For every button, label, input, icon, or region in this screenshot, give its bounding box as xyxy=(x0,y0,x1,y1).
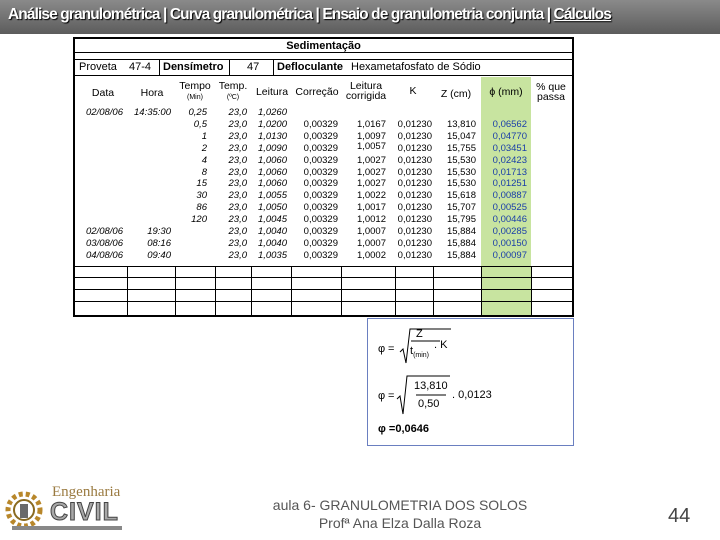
cell-z: 15,707 xyxy=(446,202,476,214)
grid-line xyxy=(75,277,572,278)
header-z: Z (cm) xyxy=(440,88,472,100)
header-leitura-corr-1: Leitura xyxy=(349,80,383,92)
cell-leitura: 1,0050 xyxy=(257,202,287,214)
divider xyxy=(215,266,216,315)
cell-data: 02/08/06 xyxy=(86,107,123,118)
logo-text-engenharia: Engenharia xyxy=(52,484,121,500)
cell-hora: 19:30 xyxy=(147,226,171,237)
header-leitura-corr-2: corrigida xyxy=(345,90,387,102)
cell-phi: 0,00446 xyxy=(492,214,527,226)
header-tempo-unit: (Min) xyxy=(187,94,203,101)
cell-temp: 23,0 xyxy=(228,118,247,130)
logo-text-civil: CIVIL xyxy=(50,498,119,526)
header-leitura-corrigida xyxy=(341,81,391,101)
cell-z: 15,530 xyxy=(446,178,476,190)
formula-equals-2: = xyxy=(388,390,395,402)
defloculante-label: Defloculante xyxy=(277,61,344,73)
cell-phi: 0,04770 xyxy=(492,130,527,142)
formula-equals: = xyxy=(388,343,395,355)
divider xyxy=(433,266,434,315)
cell-leitura: 1,0045 xyxy=(257,214,287,226)
test-info-row xyxy=(75,59,572,76)
formula-phi: φ xyxy=(378,343,386,355)
cell-leitura-corrigida: 1,0027 xyxy=(356,154,386,166)
formula-t xyxy=(410,345,429,359)
title-bar xyxy=(0,0,720,34)
cell-temp: 23,0 xyxy=(228,202,247,214)
cell-correcao: 0,00329 xyxy=(303,166,338,178)
cell-leitura-corrigida: 1,0012 xyxy=(356,214,386,226)
cell-z: 15,884 xyxy=(446,237,476,249)
cell-correcao: 0,00329 xyxy=(303,190,338,202)
cell-phi: 0,00285 xyxy=(492,226,527,237)
cell-temp: 23,0 xyxy=(228,142,247,154)
formula-box xyxy=(367,318,574,446)
cell-correcao: 0,00329 xyxy=(303,118,338,130)
cell-k: 0,01230 xyxy=(397,237,432,249)
divider xyxy=(175,266,176,315)
cell-correcao: 0,00329 xyxy=(303,130,338,142)
footer-line-2: Profª Ana Elza Dalla Roza xyxy=(318,515,482,531)
header-tempo-label: Tempo xyxy=(179,80,211,92)
formula-t-sub: (min) xyxy=(413,352,430,360)
divider xyxy=(159,59,160,76)
cell-tempo: 120 xyxy=(191,214,207,226)
densimetro-value: 47 xyxy=(247,61,260,73)
header-passa-1: % que xyxy=(536,81,566,93)
header-temp-unit: (ºC) xyxy=(226,94,240,101)
cell-leitura: 1,0060 xyxy=(257,154,287,166)
cell-correcao: 0,00329 xyxy=(303,142,338,154)
divider xyxy=(127,266,128,315)
proveta-label: Proveta xyxy=(79,61,117,73)
cell-temp: 23,0 xyxy=(228,214,247,226)
cell-leitura-corrigida: 1,0007 xyxy=(356,237,386,249)
cell-z: 15,795 xyxy=(446,214,476,226)
cell-correcao: 0,00329 xyxy=(303,214,338,226)
cell-tempo: 0,25 xyxy=(188,107,207,118)
cell-data: 04/08/06 xyxy=(86,249,123,261)
cell-correcao: 0,00329 xyxy=(303,226,338,237)
footer xyxy=(250,496,550,532)
cell-leitura-corrigida: 1,0027 xyxy=(356,166,386,178)
cell-k: 0,01230 xyxy=(397,202,432,214)
cell-temp: 23,0 xyxy=(228,190,247,202)
cell-temp: 23,0 xyxy=(228,154,247,166)
cell-temp: 23,0 xyxy=(228,107,247,118)
header-temp xyxy=(215,81,251,103)
header-k: K xyxy=(409,85,417,97)
divider xyxy=(395,266,396,315)
cell-correcao: 0,00329 xyxy=(303,178,338,190)
cell-leitura-corrigida: 1,0097 xyxy=(356,130,386,142)
grid-line xyxy=(75,266,572,267)
cell-temp: 23,0 xyxy=(228,166,247,178)
cell-k: 0,01230 xyxy=(397,249,432,261)
cell-leitura: 1,0130 xyxy=(257,130,287,142)
cell-leitura: 1,0040 xyxy=(257,226,287,237)
cell-phi: 0,00150 xyxy=(492,237,527,249)
header-hora: Hora xyxy=(140,87,164,99)
cell-temp: 23,0 xyxy=(228,130,247,142)
cell-phi: 0,00097 xyxy=(492,249,527,261)
slide-title xyxy=(8,6,611,24)
cell-leitura: 1,0055 xyxy=(257,190,287,202)
cell-k: 0,01230 xyxy=(397,190,432,202)
cell-tempo: 0,5 xyxy=(193,118,207,130)
cell-k: 0,01230 xyxy=(397,130,432,142)
divider xyxy=(273,59,274,76)
cell-leitura: 1,0260 xyxy=(257,107,287,118)
cell-k: 0,01230 xyxy=(397,226,432,237)
divider xyxy=(229,59,230,76)
cell-phi: 0,02423 xyxy=(492,154,527,166)
cell-leitura-corrigida: 1,0022 xyxy=(356,190,386,202)
cell-hora: 08:16 xyxy=(147,237,171,249)
cell-k: 0,01230 xyxy=(397,142,432,154)
proveta-value: 47-4 xyxy=(129,61,152,73)
header-tempo xyxy=(175,81,215,103)
cell-tempo: 15 xyxy=(196,178,207,190)
cell-k: 0,01230 xyxy=(397,166,432,178)
cell-phi: 0,01251 xyxy=(492,178,527,190)
cell-z: 15,047 xyxy=(446,130,476,142)
cell-k: 0,01230 xyxy=(397,214,432,226)
cell-hora: 14:35:00 xyxy=(134,107,171,118)
cell-phi: 0,06562 xyxy=(492,118,527,130)
cell-tempo: 1 xyxy=(201,130,207,142)
formula-denominator: 0,50 xyxy=(418,398,440,410)
divider xyxy=(531,266,532,315)
cell-tempo: 8 xyxy=(201,166,207,178)
defloculante-value: Hexametafosfato de Sódio xyxy=(351,61,481,73)
divider xyxy=(291,266,292,315)
formula-times-k: . 0,0123 xyxy=(452,389,492,401)
cell-z: 15,884 xyxy=(446,226,476,237)
header-phi: ϕ (mm) xyxy=(489,86,523,98)
cell-leitura: 1,0090 xyxy=(257,142,287,154)
cell-correcao: 0,00329 xyxy=(303,202,338,214)
formula-result: φ =0,0646 xyxy=(378,423,429,435)
cell-temp: 23,0 xyxy=(228,249,247,261)
title-breadcrumb: Análise granulométrica | Curva granulométrica | Ensaio de granulometria conjunta | xyxy=(8,6,554,23)
cell-leitura: 1,0060 xyxy=(257,178,287,190)
cell-leitura-corrigida: 1,0167 xyxy=(356,118,386,130)
formula-t-label: t xyxy=(410,345,414,357)
page-number: 44 xyxy=(668,505,691,527)
cell-leitura-corrigida: 1,0007 xyxy=(356,226,386,237)
cell-leitura-corrigida: 1,0027 xyxy=(356,178,386,190)
title-current-section[interactable]: Cálculos xyxy=(553,6,611,23)
cell-z: 15,530 xyxy=(446,166,476,178)
cell-k: 0,01230 xyxy=(397,154,432,166)
grid-line xyxy=(75,289,572,290)
cell-leitura-corrigida: 1,0002 xyxy=(356,249,386,261)
section-header: Sedimentação xyxy=(75,39,572,53)
cell-temp: 23,0 xyxy=(228,237,247,249)
cell-k: 0,01230 xyxy=(397,178,432,190)
cell-z: 15,530 xyxy=(446,154,476,166)
cell-correcao: 0,00329 xyxy=(303,154,338,166)
cell-temp: 23,0 xyxy=(228,226,247,237)
cell-tempo: 4 xyxy=(201,154,207,166)
cell-data: 03/08/06 xyxy=(86,237,123,249)
cell-leitura: 1,0040 xyxy=(257,237,287,249)
formula-phi-2: φ xyxy=(378,390,386,402)
cell-phi: 0,01713 xyxy=(492,166,527,178)
cell-data: 02/08/06 xyxy=(86,226,123,237)
cell-leitura: 1,0035 xyxy=(257,249,287,261)
grid-line xyxy=(75,301,572,302)
cell-tempo: 2 xyxy=(201,142,207,154)
cell-z: 15,618 xyxy=(446,190,476,202)
cell-phi: 0,00525 xyxy=(492,202,527,214)
cell-tempo: 86 xyxy=(196,202,207,214)
densimetro-label: Densímetro xyxy=(163,61,224,73)
formula-k: . K xyxy=(434,339,448,351)
header-data: Data xyxy=(91,87,115,99)
cell-leitura: 1,0200 xyxy=(257,118,287,130)
cell-correcao: 0,00329 xyxy=(303,237,338,249)
header-passa xyxy=(531,82,571,102)
cell-phi: 0,03451 xyxy=(492,142,527,154)
divider xyxy=(251,266,252,315)
cell-phi: 0,00887 xyxy=(492,190,527,202)
cell-leitura-corrigida: 1,0017 xyxy=(356,202,386,214)
cell-leitura: 1,0060 xyxy=(257,166,287,178)
header-passa-2: passa xyxy=(536,91,566,103)
header-leitura: Leitura xyxy=(255,86,289,98)
divider xyxy=(341,266,342,315)
divider xyxy=(481,266,482,315)
sedimentation-table xyxy=(73,37,574,317)
cell-leitura-corrigida: 1,0057 xyxy=(356,140,386,152)
header-temp-label: Temp. xyxy=(218,80,248,92)
cell-hora: 09:40 xyxy=(147,249,171,261)
cell-z: 13,810 xyxy=(446,118,476,130)
cell-z: 15,755 xyxy=(446,142,476,154)
footer-line-1: aula 6- GRANULOMETRIA DOS SOLOS xyxy=(272,497,528,513)
engenharia-civil-logo xyxy=(0,484,135,540)
cell-z: 15,884 xyxy=(446,249,476,261)
cell-k: 0,01230 xyxy=(397,118,432,130)
cell-correcao: 0,00329 xyxy=(303,249,338,261)
cell-temp: 23,0 xyxy=(228,178,247,190)
header-correcao: Correção xyxy=(295,86,339,98)
cell-tempo: 30 xyxy=(196,190,207,202)
formula-numerator: 13,810 xyxy=(414,380,448,392)
formula-z: Z xyxy=(416,328,423,340)
